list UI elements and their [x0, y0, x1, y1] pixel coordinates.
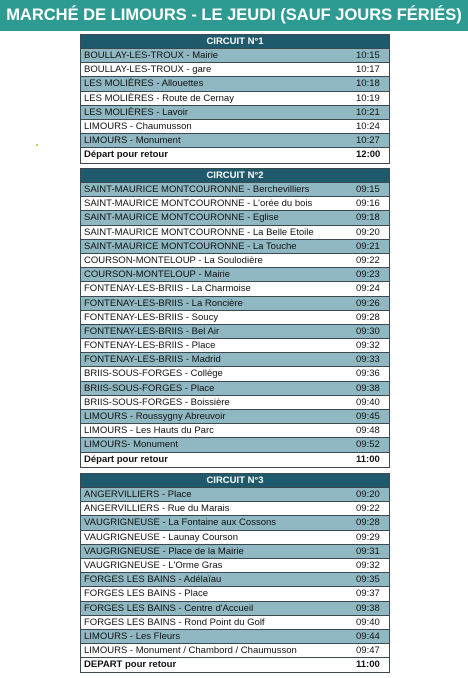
stop-time: 10:19	[356, 92, 380, 104]
table-row	[81, 311, 389, 325]
stop-time: 09:22	[356, 254, 380, 266]
return-departure-row	[81, 453, 389, 467]
stop-name: FORGES LES BAINS - Centre d'Accueil	[84, 602, 254, 614]
stop-name: LIMOURS - Roussygny Abreuvoir	[84, 411, 226, 422]
table-row	[81, 211, 389, 225]
stop-time: 09:22	[356, 503, 380, 515]
stop-name: VAUGRIGNEUSE - La Fontaine aux Cossons	[84, 517, 277, 529]
stop-name: LIMOURS - Chaumusson	[84, 120, 192, 132]
stop-time: 09:24	[356, 283, 380, 295]
return-departure-label: DEPART pour retour	[84, 659, 177, 671]
stop-time: 09:32	[356, 340, 380, 352]
table-row	[81, 602, 389, 616]
table-row	[81, 297, 389, 311]
table-row	[81, 531, 389, 545]
return-departure-time: 12:00	[356, 149, 381, 161]
stop-time: 09:37	[356, 588, 380, 600]
stop-time: 09:29	[356, 531, 380, 543]
stop-name: COURSON-MONTELOUP - La Soulodière	[84, 254, 263, 266]
stop-time: 09:40	[356, 616, 380, 628]
table-row	[81, 240, 389, 254]
stop-name: ANGERVILLIERS - Rue du Marais	[84, 503, 230, 515]
table-row	[81, 516, 389, 530]
table-row	[81, 120, 389, 134]
stop-name: FONTENAY-LES-BRIIS - Bel Air	[84, 325, 220, 337]
stop-name: FONTENAY-LES-BRIIS - Place	[84, 340, 216, 352]
table-row	[81, 197, 389, 211]
stop-time: 09:38	[356, 602, 380, 614]
return-departure-time: 11:00	[356, 453, 380, 465]
stop-time: 10:21	[356, 106, 380, 118]
stop-name: SAINT-MAURICE MONTCOURONNE - Berchevilliers	[84, 184, 310, 195]
stop-name: LIMOURS - Les Hauts du Parc	[84, 425, 214, 437]
stop-time: 09:20	[356, 489, 380, 500]
stop-time: 09:28	[356, 311, 380, 323]
stop-name: LES MOLIÈRES - Allouettes	[84, 78, 204, 90]
stop-name: BRIIS-SOUS-FORGES - Place	[84, 382, 215, 394]
page-title: MARCHÉ DE LIMOURS - LE JEUDI (SAUF JOURS FÉRIÉS)	[0, 0, 468, 31]
stop-name: SAINT-MAURICE MONTCOURONNE - Eglise	[84, 212, 279, 224]
stop-name: BRIIS-SOUS-FORGES - Collège	[84, 368, 223, 380]
table-row	[81, 616, 389, 630]
stop-name: SAINT-MAURICE MONTCOURONNE - L'orée du bois	[84, 198, 313, 210]
stop-name: VAUGRIGNEUSE - Place de la Mairie	[84, 545, 244, 557]
stop-name: FORGES LES BAINS - Adélaïau	[84, 574, 222, 586]
table-row	[81, 226, 389, 240]
stop-time: 09:33	[356, 354, 380, 366]
circuit-title: CIRCUIT N°3	[81, 474, 389, 488]
stop-name: SAINT-MAURICE MONTCOURONNE - La Belle Etoile	[84, 226, 314, 238]
stop-name: LIMOURS - Monument	[84, 135, 181, 147]
table-row	[81, 488, 389, 502]
table-row	[81, 268, 389, 282]
stop-time: 09:36	[356, 368, 380, 380]
circuit-title: CIRCUIT N°1	[81, 35, 389, 49]
table-row	[81, 424, 389, 438]
table-row	[81, 438, 389, 452]
return-departure-label: Départ pour retour	[84, 453, 168, 465]
table-row	[81, 630, 389, 644]
table-row	[81, 183, 389, 197]
table-row	[81, 92, 389, 106]
table-row	[81, 353, 389, 367]
circuit-2-table	[80, 168, 390, 468]
stop-name: LIMOURS - Les Fleurs	[84, 630, 181, 642]
stop-time: 09:40	[356, 396, 380, 408]
stop-time: 09:45	[356, 411, 380, 422]
stop-time: 09:30	[356, 325, 380, 337]
table-row	[81, 573, 389, 587]
circuit-title: CIRCUIT N°2	[81, 169, 389, 183]
stop-name: LIMOURS - Monument / Chambord / Chaumusson	[84, 645, 297, 657]
circuit-1-table	[80, 34, 390, 164]
stop-time: 09:21	[356, 240, 380, 252]
table-row	[81, 396, 389, 410]
stop-name: FONTENAY-LES-BRIIS - Madrid	[84, 354, 221, 366]
stop-name: BOULLAY-LES-TROUX - Mairie	[84, 50, 219, 61]
stop-name: BOULLAY-LES-TROUX - gare	[84, 64, 212, 76]
stop-time: 10:17	[356, 64, 380, 76]
stop-name: COURSON-MONTELOUP - Mairie	[84, 269, 231, 281]
stop-time: 09:32	[356, 559, 380, 571]
stop-time: 10:18	[356, 78, 380, 90]
stop-time: 10:27	[356, 135, 380, 147]
stop-time: 09:44	[356, 630, 380, 642]
table-row	[81, 282, 389, 296]
return-departure-row	[81, 658, 389, 672]
stop-name: BRIIS-SOUS-FORGES - Boissière	[84, 396, 230, 408]
stop-time: 10:15	[356, 50, 380, 61]
table-row	[81, 254, 389, 268]
stop-name: LIMOURS- Monument	[84, 439, 178, 451]
stop-time: 09:48	[356, 425, 380, 437]
return-departure-label: Départ pour retour	[84, 149, 168, 161]
stop-time: 09:18	[356, 212, 380, 224]
return-departure-row	[81, 148, 389, 162]
stop-time: 09:52	[356, 439, 380, 451]
table-row	[81, 325, 389, 339]
stop-name: VAUGRIGNEUSE - L'Orme Gras	[84, 559, 223, 571]
stop-time: 09:38	[356, 382, 380, 394]
table-row	[81, 559, 389, 573]
stop-name: FORGES LES BAINS - Place	[84, 588, 209, 600]
table-row	[81, 545, 389, 559]
stop-name: SAINT-MAURICE MONTCOURONNE - La Touche	[84, 240, 297, 252]
stop-name: FONTENAY-LES-BRIIS - La Charmoise	[84, 283, 251, 295]
stop-name: LES MOLIÈRES - Route de Cernay	[84, 92, 234, 104]
table-row	[81, 502, 389, 516]
stop-name: LES MOLIÈRES - Lavoir	[84, 106, 189, 118]
table-row	[81, 339, 389, 353]
stop-time: 09:31	[356, 545, 380, 557]
table-row	[81, 77, 389, 91]
stop-time: 09:20	[356, 226, 380, 238]
decorative-mark	[36, 144, 38, 146]
table-row	[81, 644, 389, 658]
stop-time: 10:24	[356, 120, 380, 132]
table-row	[81, 134, 389, 148]
stop-time: 09:47	[356, 645, 380, 657]
table-row	[81, 49, 389, 63]
table-row	[81, 106, 389, 120]
stop-time: 09:35	[356, 574, 380, 586]
circuit-3-table	[80, 473, 390, 673]
table-row	[81, 587, 389, 601]
stop-time: 09:23	[356, 269, 380, 281]
stop-time: 09:26	[356, 297, 380, 309]
stop-time: 09:15	[356, 184, 380, 195]
stop-name: FONTENAY-LES-BRIIS - La Roncière	[84, 297, 243, 309]
table-row	[81, 367, 389, 381]
table-row	[81, 382, 389, 396]
stop-time: 09:16	[356, 198, 380, 210]
stop-time: 09:28	[356, 517, 380, 529]
table-row	[81, 63, 389, 77]
stop-name: VAUGRIGNEUSE - Launay Courson	[84, 531, 238, 543]
stop-name: FORGES LES BAINS - Rond Point du Golf	[84, 616, 265, 628]
return-departure-time: 11:00	[356, 659, 380, 671]
table-row	[81, 410, 389, 424]
stop-name: FONTENAY-LES-BRIIS - Soucy	[84, 311, 219, 323]
stop-name: ANGERVILLIERS - Place	[84, 489, 192, 500]
